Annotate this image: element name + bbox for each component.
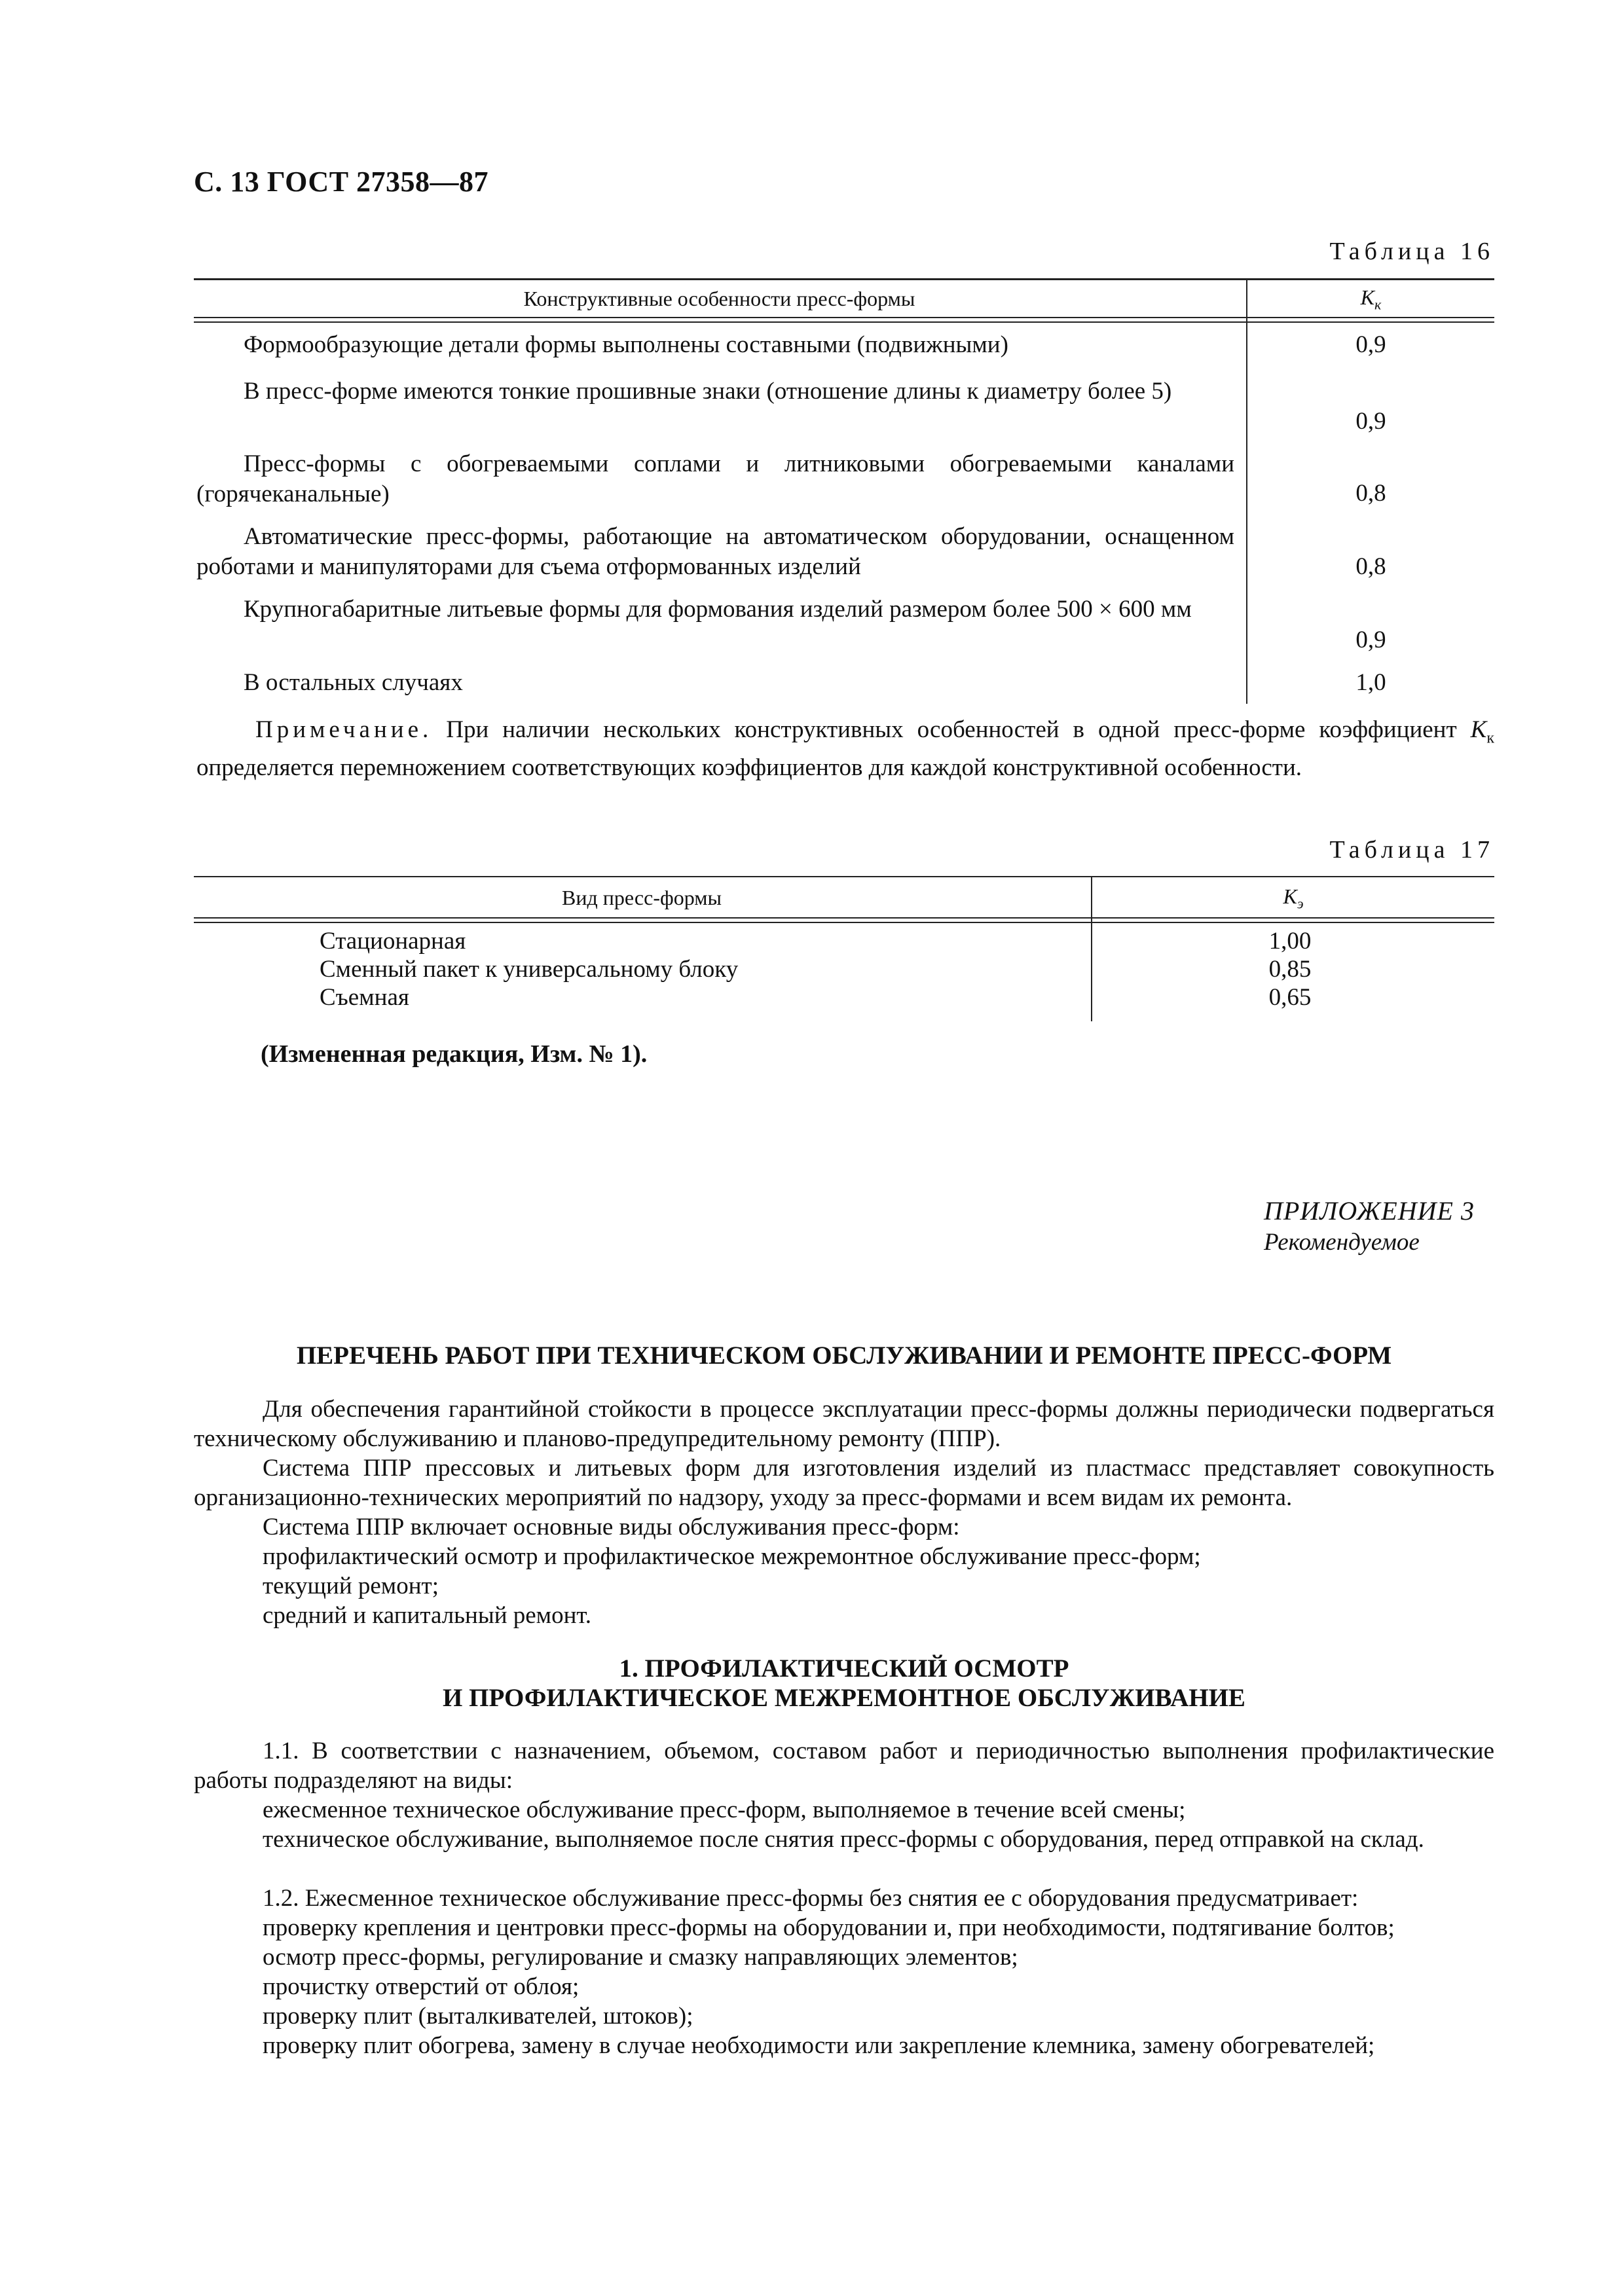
main-title: ПЕРЕЧЕНЬ РАБОТ ПРИ ТЕХНИЧЕСКОМ ОБСЛУЖИВАНИИ И РЕМОНТЕ ПРЕСС-ФОРМ [296,1341,1392,1370]
clause-1-2-item-3: прочистку отверстий от облоя; [263,1973,580,2000]
table-17-row-2-value: 0,85 [1268,956,1312,983]
table-17-row-3-value: 0,65 [1268,984,1312,1011]
table-16-row-2-value: 0,9 [1355,408,1386,435]
table-17-column-divider [1091,876,1092,1021]
table-16-row-2-text: В пресс-форме имеются тонкие прошивные знаки (отношение длины к диаметру более 5) [244,378,1172,405]
table-17-header-type: Вид пресс-формы [562,886,722,909]
intro-item-3: средний и капитальный ремонт. [263,1602,592,1629]
table-16-row-5-value: 0,9 [1355,627,1386,653]
page-header: С. 13 ГОСТ 27358—87 [194,166,489,198]
clause-1-2-item-4: проверку плит (выталкивателей, штоков); [263,2003,693,2030]
table-16-row-1-value: 0,9 [1355,331,1386,358]
clause-1-2: 1.2. Ежесменное техническое обслуживание пресс-формы без снятия ее с оборудования предусматривает: [263,1885,1359,1912]
clause-1-2-item-1: проверку крепления и центровки пресс-формы на оборудовании и, при необходимости, подтягивание болтов; [263,1914,1395,1941]
table-16-header-rule-2 [194,321,1494,323]
section-1-title-line-2: И ПРОФИЛАКТИЧЕСКОЕ МЕЖРЕМОНТНОЕ ОБСЛУЖИВАНИЕ [443,1684,1245,1712]
intro-item-1: профилактический осмотр и профилактическое межремонтное обслуживание пресс-форм; [263,1543,1201,1570]
intro-item-2: текущий ремонт; [263,1573,439,1599]
table-16-row-6-text: В остальных случаях [244,669,463,696]
table-16-caption: Таблица 16 [1329,238,1494,265]
table-16-header-rule [194,317,1494,318]
table-17-row-2-text: Сменный пакет к универсальному блоку [320,956,739,983]
intro-paragraph-2: Система ППР прессовых и литьевых форм для изготовления изделий из пластмасс представляет совокупность организационно-технических мероприятий по надзору, уходу за пресс-формами и всем видам их ремонта. [194,1455,1494,1511]
intro-paragraph-1: Для обеспечения гарантийной стойкости в процессе эксплуатации пресс-формы должны периодически подвергаться техническому обслуживанию и планово-предупредительному ремонту (ППР). [194,1396,1494,1452]
note-label: Примечание. [255,716,433,743]
table-16-row-3-value: 0,8 [1355,480,1386,507]
table-16-top-rule [194,278,1494,280]
section-1-title-line-1: 1. ПРОФИЛАКТИЧЕСКИЙ ОСМОТР [619,1654,1069,1683]
table-16-row-4-value: 0,8 [1355,553,1386,580]
table-17-top-rule [194,876,1494,877]
table-16-header-feature: Конструктивные особенности пресс-формы [523,287,915,310]
appendix-title: ПРИЛОЖЕНИЕ 3 [1264,1196,1475,1226]
table-16-row-6-value: 1,0 [1355,669,1386,696]
appendix-status: Рекомендуемое [1264,1229,1420,1256]
intro-paragraph-3: Система ППР включает основные виды обслуживания пресс-форм: [263,1514,960,1540]
table-16-note: Примечание. При наличии нескольких конструктивных особенностей в одной пресс-форме коэффициент $K_к$ определяется перемножением соответствующих коэффициентов для каждой конструктивной особенности. [196,716,1494,782]
table-17-caption: Таблица 17 [1329,836,1494,864]
clause-1-2-item-5: проверку плит обогрева, замену в случае необходимости или закрепление клемника, замену обогревателей; [263,2032,1375,2059]
table-16-row-3-text: Пресс-формы с обогреваемыми соплами и литниковыми обогреваемыми каналами (горячеканальные) [196,450,1234,507]
table-17-header-rule [194,917,1494,919]
table-17-row-3-text: Съемная [320,984,409,1011]
table-17-row-1-value: 1,00 [1268,928,1312,955]
clause-1-2-item-2: осмотр пресс-формы, регулирование и смазку направляющих элементов; [263,1944,1018,1971]
table-16-row-1-text: Формообразующие детали формы выполнены составными (подвижными) [244,331,1008,358]
clause-1-1-item-1: ежесменное техническое обслуживание пресс-форм, выполняемое в течение всей смены; [263,1796,1186,1823]
table-16-header-coef: $K_к$ [1360,285,1382,313]
table-16-row-5-text: Крупногабаритные литьевые формы для формования изделий размером более 500 × 600 мм [244,596,1192,623]
amendment-note: (Измененная редакция, Изм. № 1). [261,1040,648,1068]
table-17-header-coef: $K_э$ [1283,884,1304,912]
table-17-header-rule-2 [194,922,1494,923]
table-17-row-1-text: Стационарная [320,928,466,955]
table-16-row-4-text: Автоматические пресс-формы, работающие на автоматическом оборудовании, оснащенном роботами и манипуляторами для съема отформованных изделий [196,523,1234,580]
clause-1-1: 1.1. В соответствии с назначением, объемом, составом работ и периодичностью выполнения профилактические работы подразделяют на виды: [194,1738,1494,1794]
clause-1-1-item-2: техническое обслуживание, выполняемое после снятия пресс-формы с оборудования, перед отправкой на склад. [263,1826,1424,1853]
